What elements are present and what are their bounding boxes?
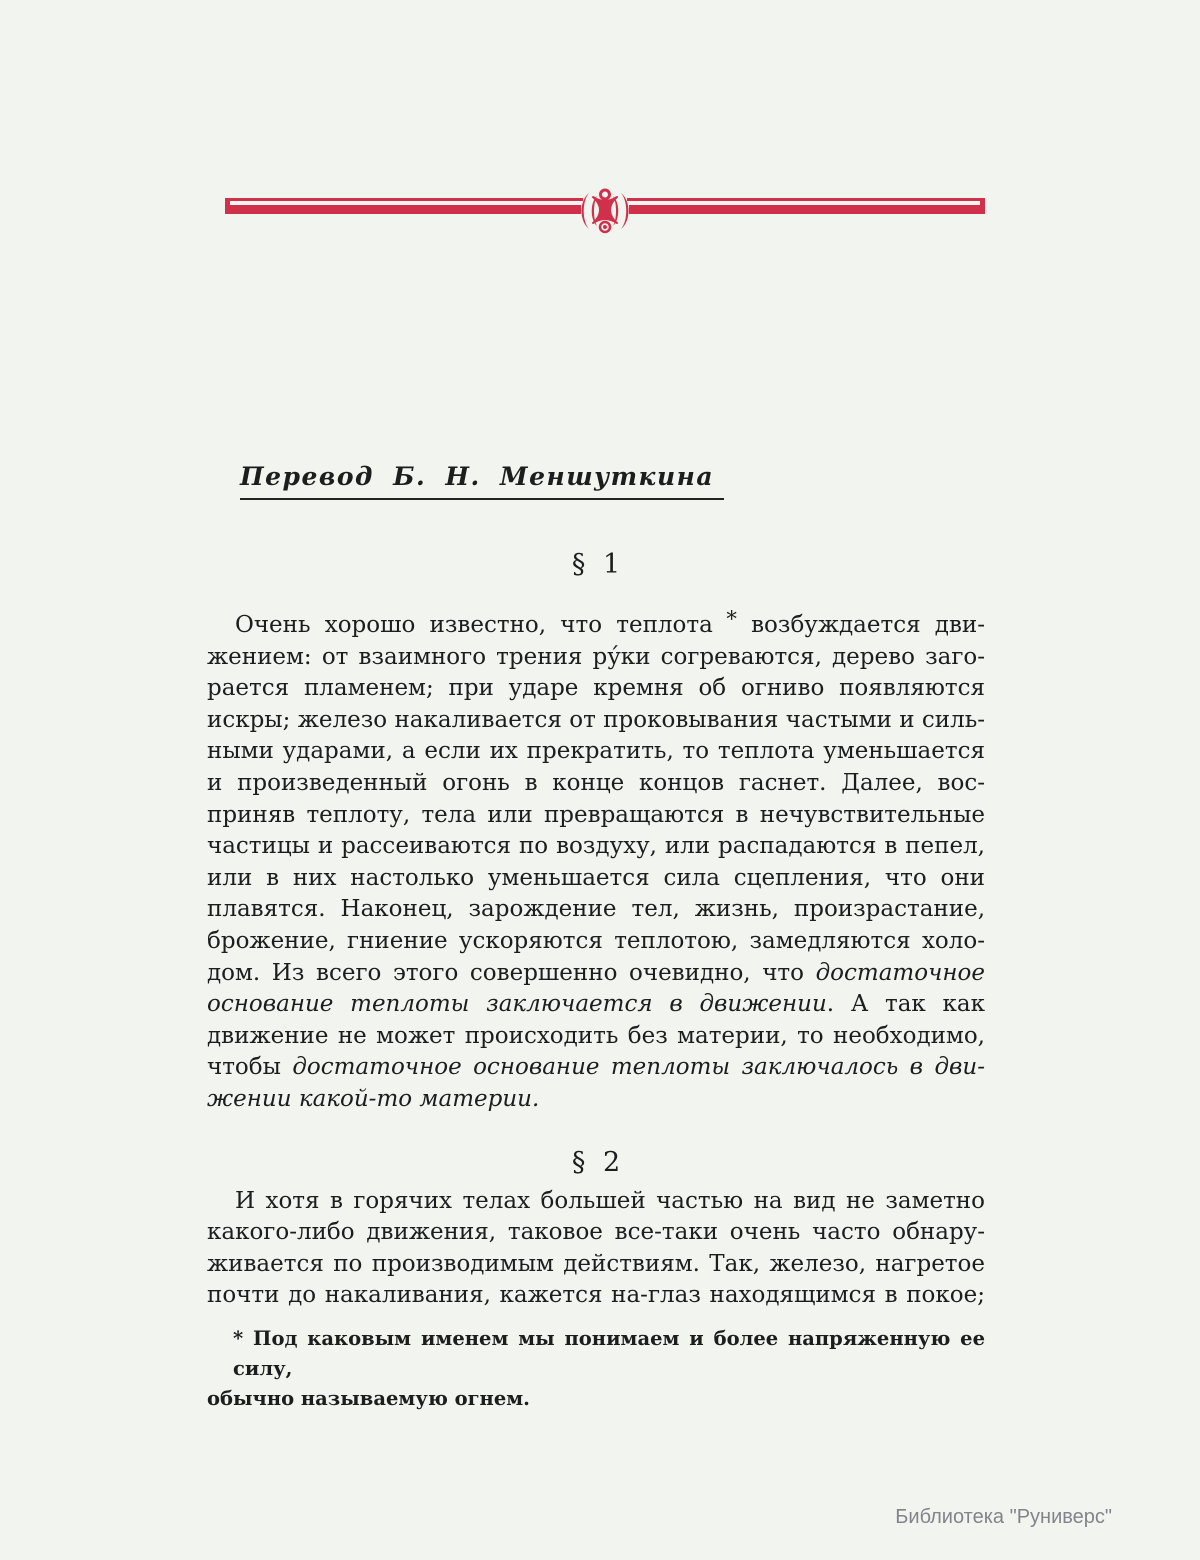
paragraph <box>207 607 985 1116</box>
body-text: дом. Из всего этого совершенно очевидно, что <box>207 959 816 986</box>
text-line <box>207 768 985 800</box>
body-text: ными ударами, а если их прекратить, то теплота уменьшается <box>207 738 985 765</box>
body-text: жением: от взаимного трения ру́ки согреваются, дерево заго- <box>207 643 985 670</box>
rule-center-knot-ornament <box>553 188 657 234</box>
text-line <box>207 926 985 958</box>
text-line <box>207 800 985 832</box>
text-line <box>207 831 985 863</box>
italic-text: достаточное основание теплоты заключалось в дви- <box>292 1054 985 1081</box>
section-heading: § 1 <box>571 549 621 580</box>
translator-credit: Перевод Б. Н. Меншуткина <box>240 462 724 500</box>
body-text: рается пламенем; при ударе кремня об огниво появляются <box>207 675 985 702</box>
body-text: чтобы <box>207 1054 293 1081</box>
text-line <box>207 607 985 642</box>
footnote-line <box>207 1324 985 1384</box>
italic-text: жении какой-то материи. <box>207 1085 540 1112</box>
footnote-marker: * <box>712 607 737 631</box>
text-line <box>207 1084 985 1116</box>
body-text: живается по производимым действиям. Так, железо, нагретое <box>207 1250 985 1277</box>
body-text: и произведенный огонь в конце концов гаснет. Далее, вос- <box>207 769 985 796</box>
body-text: плавятся. Наконец, зарождение тел, жизнь, произрастание, <box>207 896 985 923</box>
text-line <box>207 1217 985 1249</box>
italic-text: основание теплоты заключается в движении <box>207 991 827 1018</box>
text-line <box>207 1021 985 1053</box>
text-line <box>207 989 985 1021</box>
text-line <box>207 1052 985 1084</box>
text-line <box>207 1186 985 1218</box>
body-text: И хотя в горячих телах большей частью на вид не заметно <box>235 1187 985 1214</box>
footnote <box>207 1324 985 1414</box>
text-line <box>207 642 985 674</box>
section-heading: § 2 <box>571 1146 621 1178</box>
paragraph <box>207 1186 985 1312</box>
text-line <box>207 705 985 737</box>
footnote-line <box>207 1384 985 1414</box>
body-text: искры; железо накаливается от проковывания частыми и силь- <box>207 706 985 733</box>
text-line <box>207 1280 985 1312</box>
text-line <box>207 673 985 705</box>
body-text: почти до накаливания, кажется на-глаз находящимся в покое; <box>207 1282 985 1309</box>
italic-text: достаточное <box>815 959 985 986</box>
body-text: частицы и рассеиваются по воздуху, или распадаются в пепел, <box>207 833 985 860</box>
body-text: приняв теплоту, тела или превращаются в нечувствительные <box>207 801 985 828</box>
sections <box>207 548 985 1414</box>
body-text: или в них настолько уменьшается сила сцепления, что они <box>207 864 985 891</box>
body-text: движение не может происходить без материи, то необходимо, <box>207 1022 985 1049</box>
body-text: * Под каковым именем мы понимаем и более напряженную ее силу, <box>233 1326 985 1380</box>
text-line <box>207 958 985 990</box>
body-text: брожение, гниение ускоряются теплотою, замедляются холо- <box>207 927 985 954</box>
text-line <box>207 894 985 926</box>
body-text: . А так как <box>826 991 985 1018</box>
body-text: обычно называемую огнем. <box>207 1386 530 1410</box>
rule-left-cap <box>225 198 230 214</box>
decorative-rule <box>225 188 985 234</box>
body-text: какого-либо движения, таковое все-таки очень часто обнару- <box>207 1219 985 1246</box>
body-text: возбуждается дви- <box>736 612 985 638</box>
library-watermark: Библиотека "Руниверс" <box>895 1506 1112 1528</box>
text-line <box>207 736 985 768</box>
body-text: Очень хорошо известно, что теплота <box>235 612 713 638</box>
text-line <box>207 1249 985 1281</box>
text-line <box>207 863 985 895</box>
rule-right-cap <box>980 198 985 214</box>
